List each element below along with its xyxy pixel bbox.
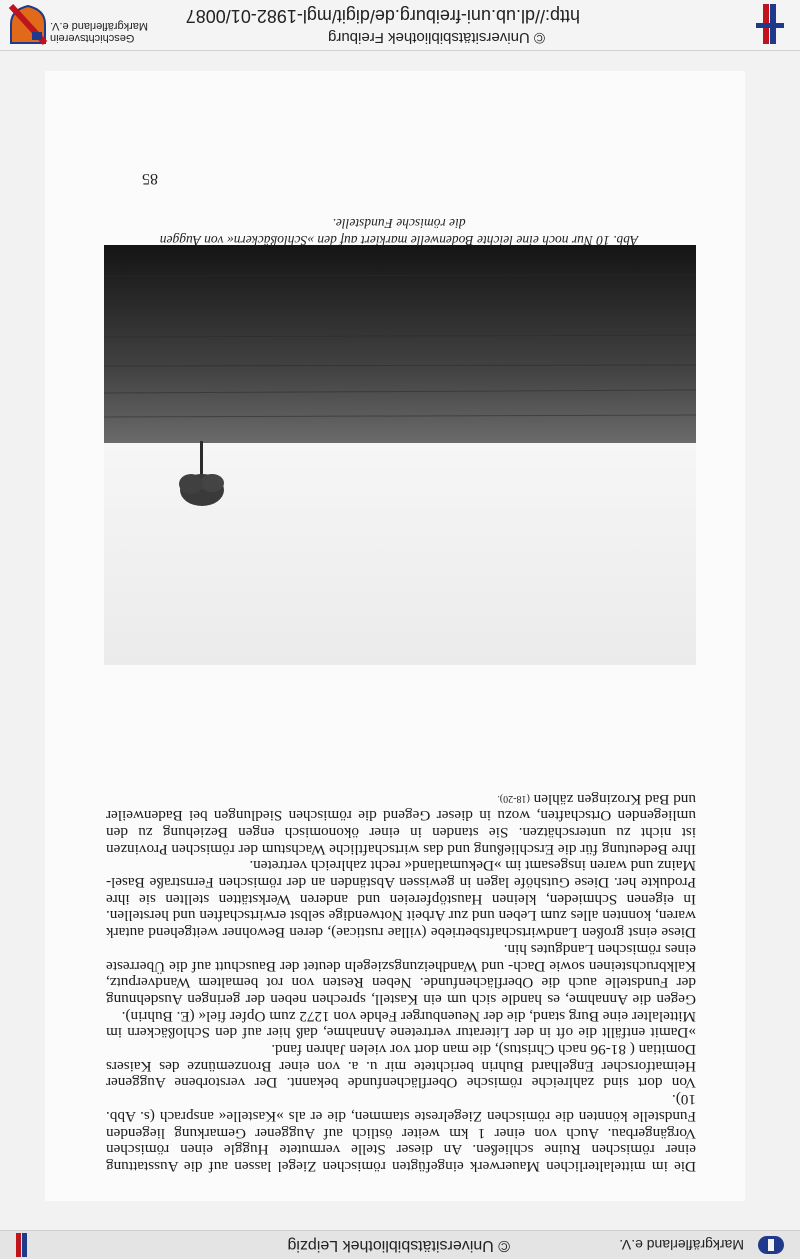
paragraph-4: Gegen die Annahme, es handle sich um ein Kastell, sprechen neben der geringen Ausdehnung der Fundstelle auch die Oberflächenfunde. Neben Resten von rot bemaltem Wandverputz, Kalkbruchsteinen sowie Dach- und Wandheizungsziegeln deutet der Bauschutt auf die Überreste eines römischen Landgutes hin.	[106, 940, 696, 1008]
page-number: 85	[142, 170, 158, 187]
photo-sky	[104, 440, 696, 665]
paragraph-1: Die im mittelalterlichen Mauerwerk eingefügten römischen Ziegel lassen auf die Ausstattung einer römischen Ruine schließen. An dieser Stelle vermutete Huggle einen römischen Vorgängerbau. Auch von einer 1 km weiter östlich auf Auggener Gemarkung liegenden Fundstelle könnten die römischen Ziegelreste stammen, die er als »Kastelle« ansprach (s. Abb. 10).	[106, 1091, 696, 1175]
header-library-text: © Universitätsbibliothek Freiburg	[328, 29, 545, 46]
society-shield-logo-icon	[8, 4, 48, 46]
library-logo-icon	[756, 1234, 786, 1256]
paragraph-5: Diese einst großen Landwirtschaftsbetriebe (villae rusticae), deren Bewohner weitgehend autark waren, konnten alles zum Leben und zur Arbeit Notwendige selbst erwirtschaften und herstellen. In eigenen Schmieden, kleinen Haustöpfereien und anderen Werkstätten stellten sie ihre Produkte her. Diese Gutshöfe lagen in gewissen Abständen an der römischen Fernstraße Basel-Mainz und waren insgesamt im »Dekumatland« recht zahlreich vertreten.	[106, 857, 696, 942]
footer-bar	[0, 1230, 800, 1259]
caption-line-2: die römische Fundstelle.	[332, 216, 466, 231]
figure-caption	[104, 215, 694, 249]
article-body	[106, 789, 696, 1174]
university-logo-icon	[12, 1233, 36, 1257]
society-name-line1: Geschichtsverein	[50, 32, 135, 44]
footer-library-text: © Universitätsbibliothek Leipzig	[287, 1237, 510, 1254]
society-name-line2: Markgräflerland e.V.	[50, 20, 149, 32]
document-url: http://dl.ub.uni-freiburg.de/digit/mgl-1982-01/0087	[185, 6, 580, 26]
footer-society-text: Markgräflerland e.V.	[619, 1237, 744, 1253]
paragraph-6-text: Ihre Bedeutung für die Erschließung und das wirtschaftliche Wachstum der römischen Provinzen ist nicht zu unterschätzen. Sie standen in einer ökonomisch engen Beziehung zu den umliegenden Ortschaften, wozu in dieser Gegend die römischen Siedlungen bei Badenweiler und Bad Krozingen zählen	[106, 790, 696, 858]
university-logo-icon	[752, 4, 788, 44]
caption-line-1: Abb. 10 Nur noch eine leichte Bodenwelle markiert auf den »Schloßäckern« von Auggen	[159, 233, 639, 248]
society-name	[50, 20, 200, 44]
paragraph-3: »Damit entfällt die oft in der Literatur vertretene Annahme, daß hier auf den Schloßäckern im Mittelalter eine Burg stand, die der Neuenburger Fehde von 1272 zum Opfer fiel« (E. Buhrin).	[106, 1007, 696, 1042]
header-bar	[0, 0, 800, 51]
paragraph-6	[106, 789, 696, 857]
paragraph-2: Von dort sind zahlreiche römische Oberflächenfunde bekannt. Der verstorbene Auggener Heimatforscher Engelhard Buhrin berichtete mir u. a. von einer Bronzemünze des Kaisers Domitian ( 81-96 nach Christus), die man dort vor vielen Jahren fand.	[106, 1041, 696, 1092]
citation: (18-20).	[497, 792, 530, 804]
landscape-photo	[104, 245, 696, 665]
